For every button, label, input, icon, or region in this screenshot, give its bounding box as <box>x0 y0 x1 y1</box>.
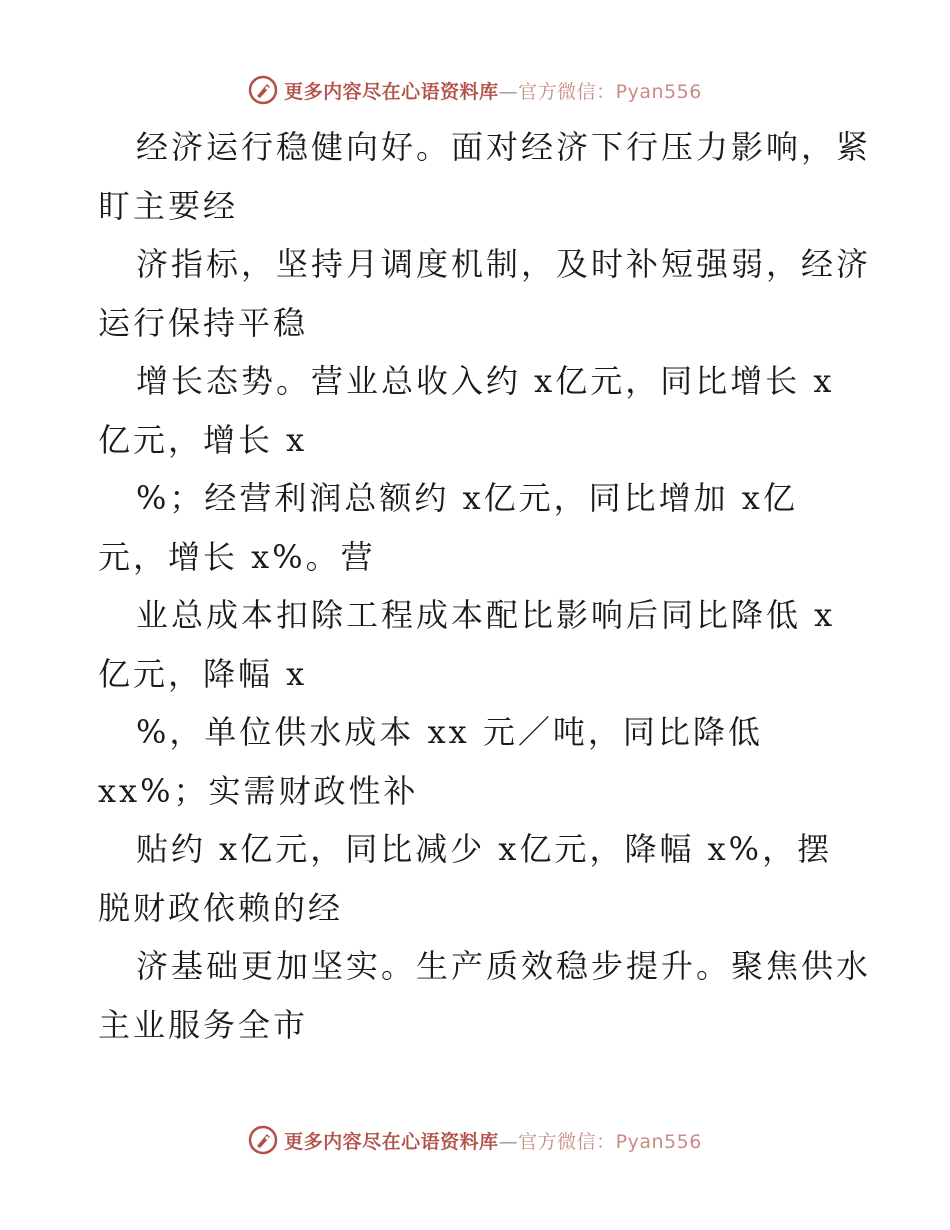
text-line: 增长态势。营业总收入约 x亿元，同比增长 x <box>136 362 835 400</box>
text-line: 经济运行稳健向好。面对经济下行压力影响，紧 <box>136 128 872 166</box>
text-line: xx%；实需财政性补 <box>98 771 419 810</box>
banner-lead: 更多内容尽在心语资料库 <box>284 1130 499 1153</box>
text-line: 济基础更加坚实。生产质效稳步提升。聚焦供水 <box>136 947 872 985</box>
document-body <box>98 118 872 1054</box>
text-line: %，单位供水成本 xx 元／吨，同比降低 <box>136 713 763 751</box>
banner-tail: 官方微信：Pyan556 <box>518 1130 702 1153</box>
text-line: 贴约 x亿元，同比减少 x亿元，降幅 x%，摆 <box>136 830 833 868</box>
text-line: 亿元，降幅 x <box>98 654 308 693</box>
pen-nib-logo-icon <box>248 75 278 105</box>
banner-separator: — <box>498 1130 519 1153</box>
text-line: 业总成本扣除工程成本配比影响后同比降低 x <box>136 596 836 634</box>
footer-banner <box>0 1120 950 1160</box>
text-line: 亿元，增长 x <box>98 420 308 459</box>
text-line: %；经营利润总额约 x亿元，同比增加 x亿 <box>136 479 798 517</box>
banner-text <box>284 1127 702 1154</box>
banner-separator: — <box>498 80 519 103</box>
text-line: 盯主要经 <box>98 186 239 225</box>
text-line: 济指标，坚持月调度机制，及时补短强弱，经济 <box>136 245 872 283</box>
text-line: 运行保持平稳 <box>98 303 309 342</box>
pen-nib-logo-icon <box>248 1125 278 1155</box>
banner-lead: 更多内容尽在心语资料库 <box>284 80 499 103</box>
text-line: 脱财政依赖的经 <box>98 888 344 927</box>
text-line: 元，增长 x%。营 <box>98 537 376 576</box>
text-line: 主业服务全市 <box>98 1005 309 1044</box>
banner-tail: 官方微信：Pyan556 <box>518 80 702 103</box>
banner-text <box>284 77 702 104</box>
header-banner <box>0 70 950 110</box>
